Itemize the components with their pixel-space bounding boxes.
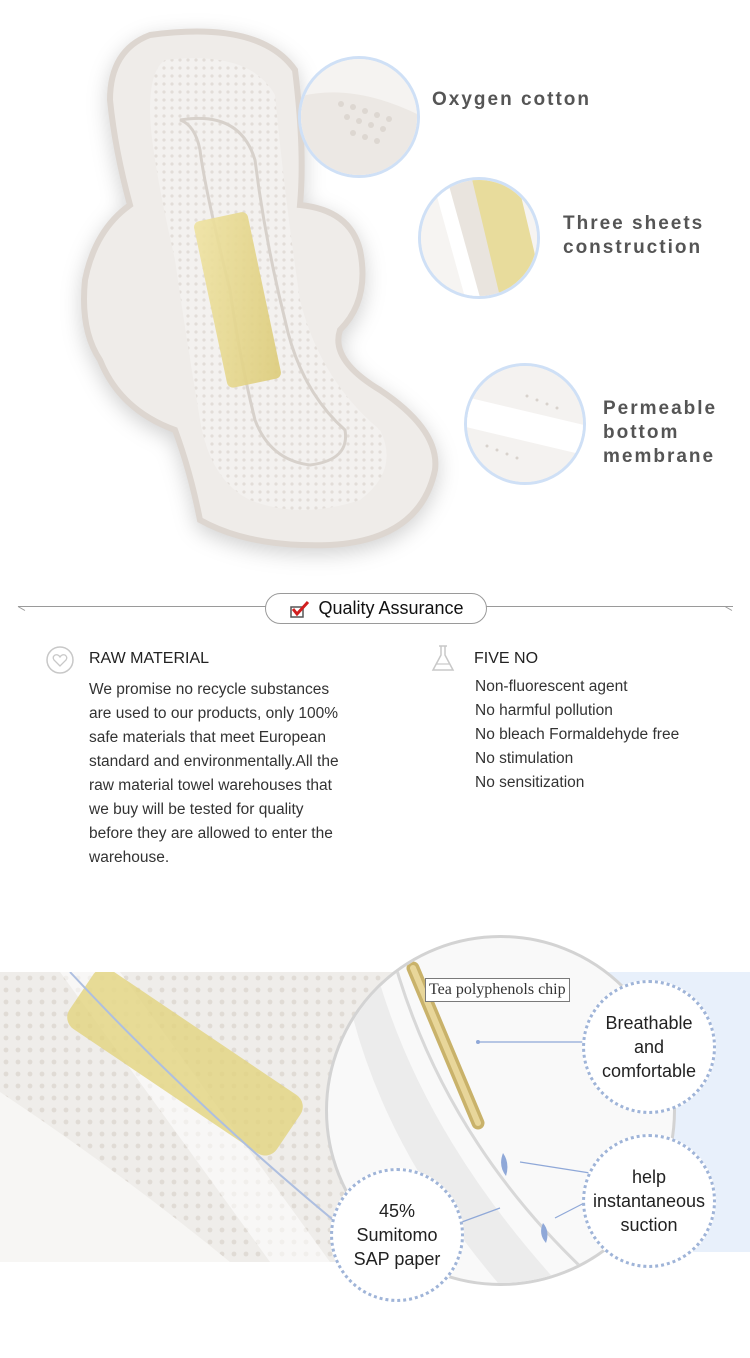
tea-polyphenols-chip-label: Tea polyphenols chip <box>425 978 570 1002</box>
quality-assurance-title <box>265 593 487 624</box>
feature-label-permeable-membrane: Permeable bottom membrane <box>603 398 718 467</box>
heart-icon <box>45 645 75 675</box>
raw-material-heading: RAW MATERIAL <box>89 650 210 667</box>
breathable-badge-text: Breathable and comfortable <box>601 1013 697 1081</box>
five-no-item: No stimulation <box>475 750 574 767</box>
suction-badge <box>582 1134 716 1268</box>
feature-label-oxygen-cotton: Oxygen cotton <box>432 89 592 110</box>
raw-material-line: raw material towel warehouses that <box>89 777 332 794</box>
suction-badge-text: help instantaneous suction <box>592 1167 706 1235</box>
five-no-item: No sensitization <box>475 774 585 791</box>
bottom-membrane-zoom <box>464 363 586 485</box>
product-hero <box>0 0 750 560</box>
oxygen-cotton-zoom <box>298 56 420 178</box>
breathable-badge <box>582 980 716 1114</box>
checkmark-icon <box>288 600 310 618</box>
sap-paper-badge-text: 45% Sumitomo SAP paper <box>353 1201 441 1269</box>
raw-material-line: We promise no recycle substances <box>89 681 330 698</box>
three-sheets-zoom <box>418 177 540 299</box>
raw-material-line: are used to our products, only 100% <box>89 705 339 722</box>
sap-paper-badge <box>330 1168 464 1302</box>
five-no-item: No harmful pollution <box>475 702 613 719</box>
raw-material-line: standard and environmentally.All the <box>89 753 339 770</box>
raw-material-line: we buy will be tested for quality <box>89 801 304 818</box>
five-no-item: No bleach Formaldehyde free <box>475 726 680 743</box>
raw-material-line: safe materials that meet European <box>89 729 326 746</box>
raw-material-line: warehouse. <box>89 849 170 866</box>
raw-material-line: before they are allowed to enter the <box>89 825 333 842</box>
feature-label-three-sheets: Three sheets construction <box>563 213 705 258</box>
detail-illustration <box>0 930 750 1330</box>
five-no-item: Non-fluorescent agent <box>475 678 628 695</box>
five-no-heading: FIVE NO <box>474 650 539 667</box>
raw-material-body <box>89 678 379 870</box>
five-no-list <box>475 675 735 795</box>
flask-icon <box>429 643 457 673</box>
quality-assurance-label: Quality Assurance <box>318 598 464 618</box>
